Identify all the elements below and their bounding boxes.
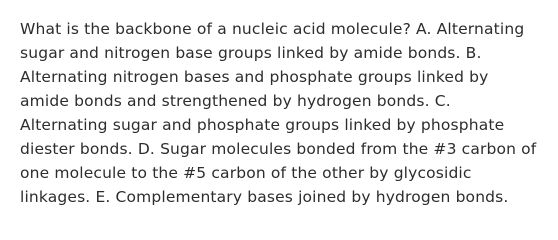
question-text-line-5: Alternating sugar and phosphate groups linked by phosphate xyxy=(20,116,505,134)
question-text-line-8: linkages. E. Complementary bases joined by hydrogen bonds. xyxy=(20,188,509,206)
question-text-line-4: amide bonds and strengthened by hydrogen bonds. C. xyxy=(20,92,451,110)
question-text-line-7: one molecule to the #5 carbon of the other by glycosidic xyxy=(20,164,472,182)
question-text-line-2: sugar and nitrogen base groups linked by amide bonds. B. xyxy=(20,44,482,62)
question-text-line-1: What is the backbone of a nucleic acid molecule? A. Alternating xyxy=(20,20,525,38)
question-text-line-3: Alternating nitrogen bases and phosphate groups linked by xyxy=(20,68,489,86)
question-text-line-6: diester bonds. D. Sugar molecules bonded from the #3 carbon of xyxy=(20,140,537,158)
